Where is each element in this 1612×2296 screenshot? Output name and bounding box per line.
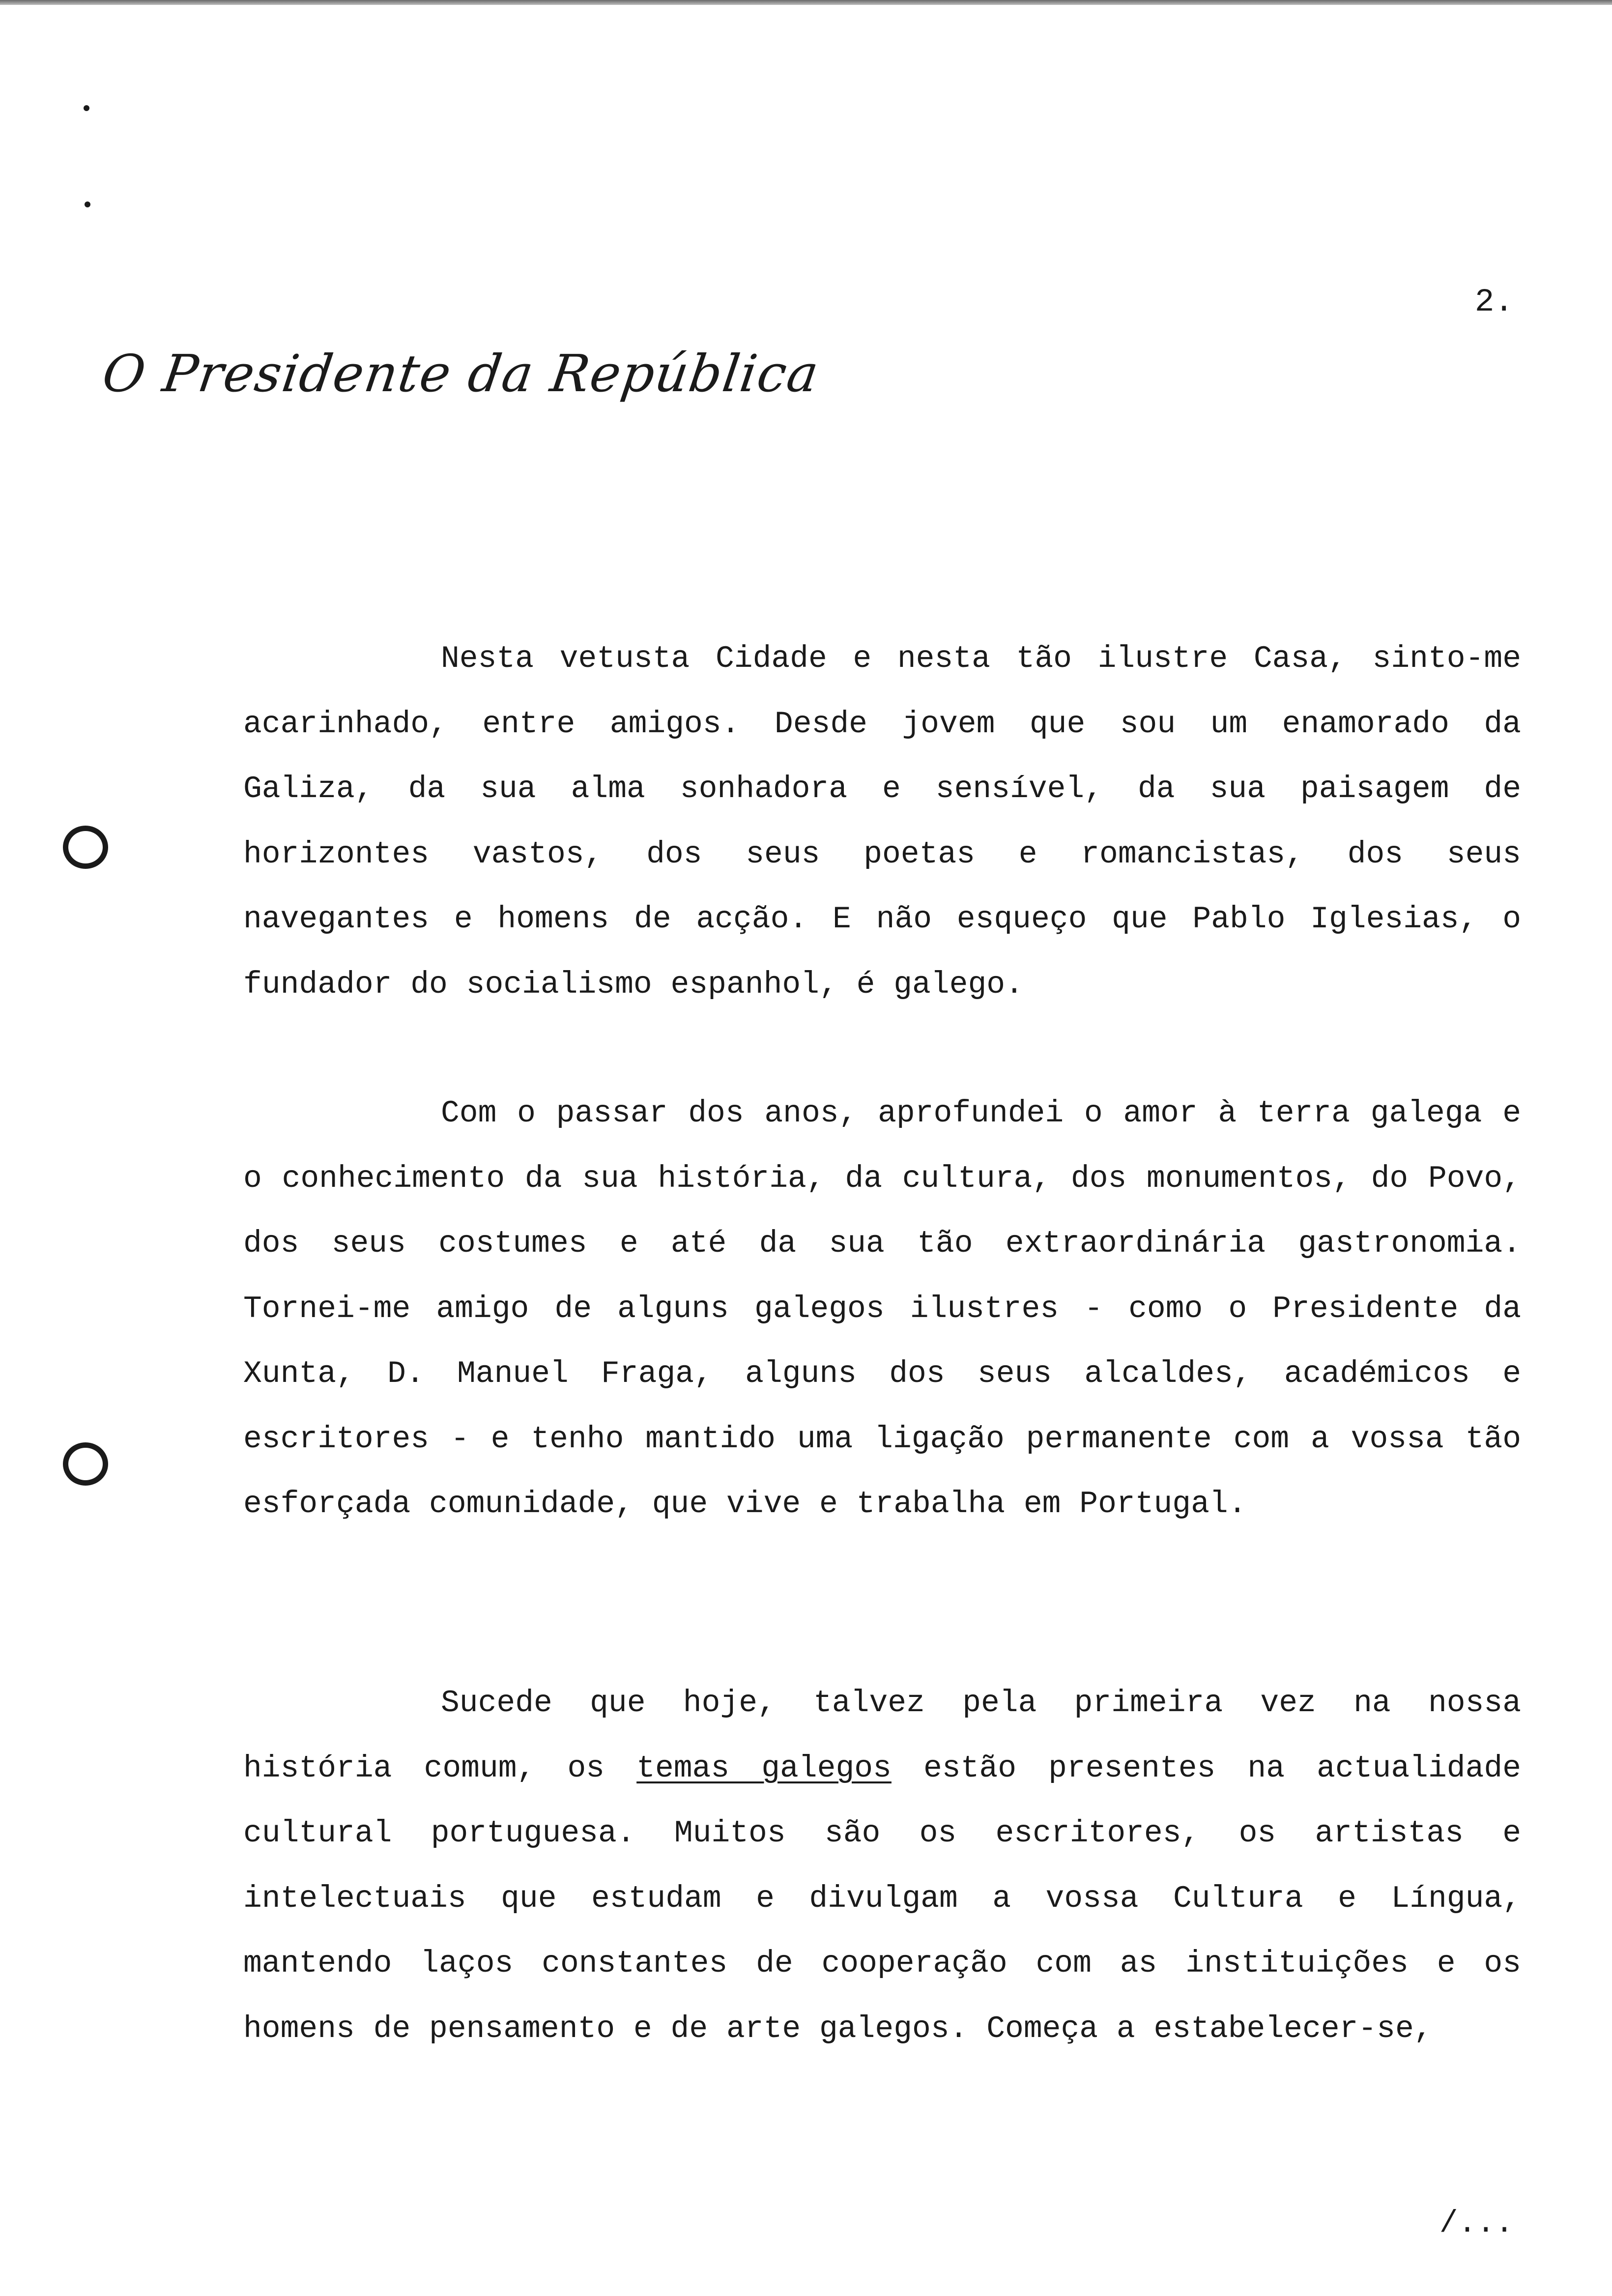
punch-hole-upper (63, 826, 108, 869)
scan-speck (85, 201, 90, 207)
paragraph-text (243, 1671, 1521, 2062)
punch-hole-lower (63, 1442, 108, 1486)
scan-top-edge (0, 0, 1612, 5)
paragraph-text: Nesta vetusta Cidade e nesta tão ilustre Casa, sinto-me acarinhado, entre amigos. Desde jovem que sou um enamorado da Galiza, da sua alma sonhadora e sensível, da sua paisagem de horizontes vastos, dos seus poetas e romancistas, dos seus navegantes e homens de acção. E não esqueço que Pablo Iglesias, o fundador do socialismo espanhol, é galego. (243, 641, 1521, 1002)
body-paragraph-1 (243, 627, 1521, 1017)
paragraph-text-start: Sucede que hoje, talvez pela primeira vez na nossa história comum, os (243, 1686, 1521, 1786)
body-paragraph-3 (243, 1671, 1521, 2062)
scan-speck (84, 105, 89, 111)
underlined-phrase: temas galegos (636, 1751, 892, 1786)
body-paragraph-2 (243, 1081, 1521, 1537)
paragraph-text-end: estão presentes na actualidade cultural portuguesa. Muitos são os escritores, os artistas e intelectuais que estudam e divulgam a vossa Cultura e Língua, mantendo laços constantes de cooperação com as instituições e os homens de pensamento e de arte galegos. Começa a estabelecer-se, (243, 1751, 1521, 2046)
continuation-mark: /... (1439, 2206, 1514, 2241)
page-number: 2. (1474, 284, 1514, 320)
paragraph-text: Com o passar dos anos, aprofundei o amor à terra galega e o conhecimento da sua história, da cultura, dos monumentos, do Povo, dos seus costumes e até da sua tão extraordinária gastronomia. Tornei-me amigo de alguns galegos ilustres - como o Presidente da Xunta, D. Manuel Fraga, alguns dos seus alcaldes, académicos e escritores - e tenho mantido uma ligação permanente com a vossa tão esforçada comunidade, que vive e trabalha em Portugal. (243, 1096, 1521, 1521)
letterhead-title: O Presidente da República (99, 344, 823, 403)
